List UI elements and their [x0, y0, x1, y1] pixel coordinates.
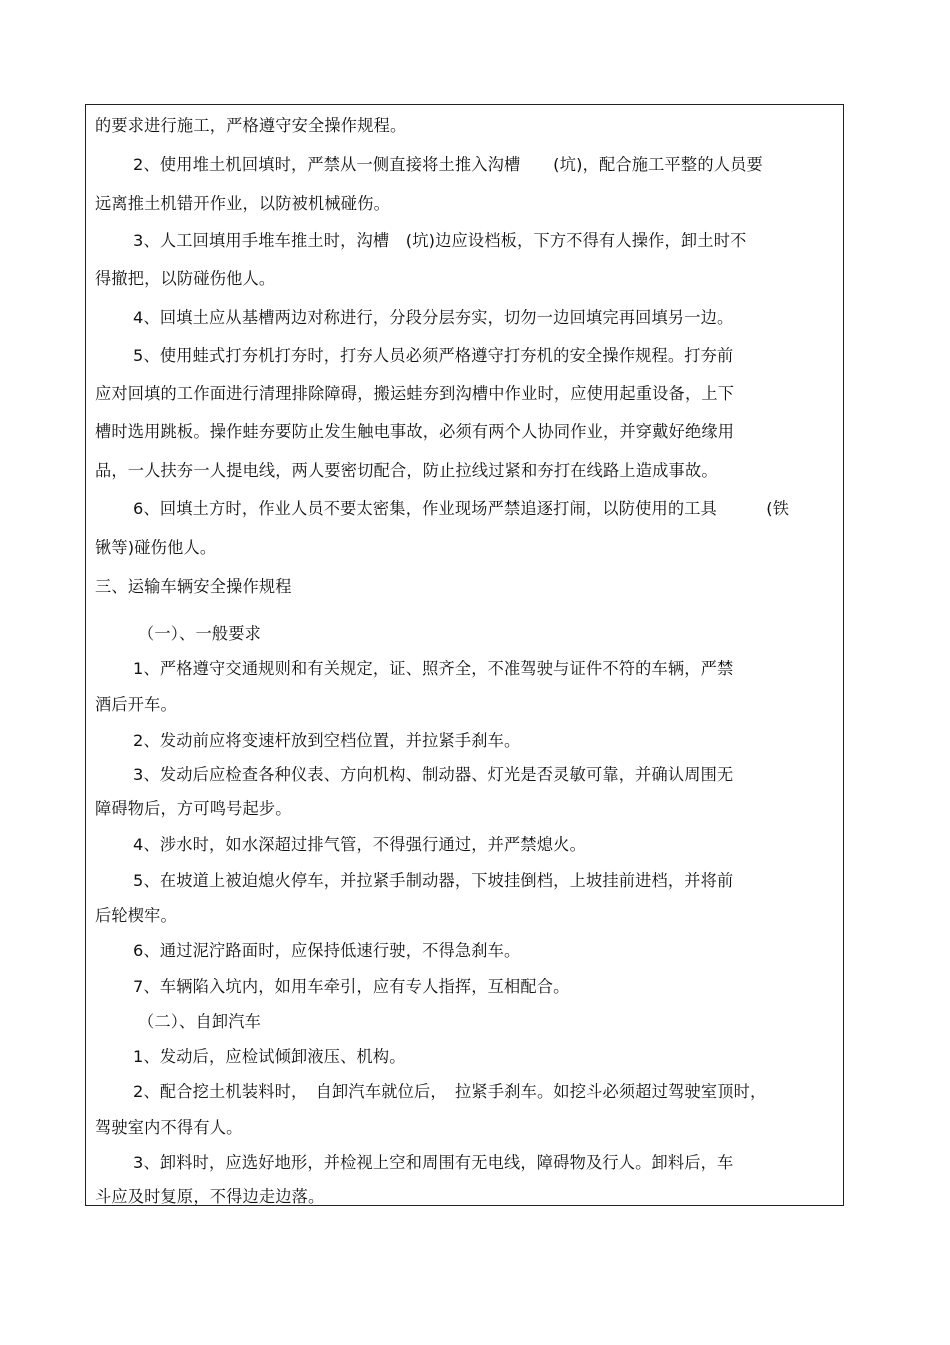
text-line: 4、涉水时，如水深超过排气管，不得强行通过，并严禁熄火。 — [133, 835, 586, 854]
text-line: 远离推土机错开作业，以防被机械碰伤。 — [95, 194, 390, 213]
text-line: 槽时选用跳板。操作蛙夯要防止发生触电事故，必须有两个人协同作业，并穿戴好绝缘用 — [95, 422, 735, 441]
text-line: 6、通过泥泞路面时，应保持低速行驶，不得急刹车。 — [133, 941, 521, 960]
text-line: 酒后开车。 — [95, 695, 177, 714]
text-line: 驾驶室内不得有人。 — [95, 1118, 243, 1137]
section-heading: 三、运输车辆安全操作规程 — [95, 577, 292, 596]
text-line: 得撤把，以防碰伤他人。 — [95, 269, 276, 288]
text-line: 6、回填土方时，作业人员不要太密集，作业现场严禁追逐打闹，以防使用的工具 (铁 — [133, 499, 790, 518]
text-line: 2、发动前应将变速杆放到空档位置，并拉紧手刹车。 — [133, 731, 521, 750]
text-line: 障碍物后，方可鸣号起步。 — [95, 799, 292, 818]
text-line: 1、发动后，应检试倾卸液压、机构。 — [133, 1047, 406, 1066]
text-line: 3、人工回填用手堆车推土时，沟槽 (坑)边应设档板，下方不得有人操作，卸土时不 — [133, 231, 747, 250]
subsection-heading: （一）、一般要求 — [138, 624, 261, 643]
text-line: 的要求进行施工，严格遵守安全操作规程。 — [95, 116, 407, 135]
text-line: 1、严格遵守交通规则和有关规定，证、照齐全，不准驾驶与证件不符的车辆，严禁 — [133, 659, 734, 678]
text-line: 3、发动后应检查各种仪表、方向机构、制动器、灯光是否灵敏可靠，并确认周围无 — [133, 765, 734, 784]
text-line: 5、在坡道上被迫熄火停车，并拉紧手制动器，下坡挂倒档，上坡挂前进档，并将前 — [133, 871, 734, 890]
text-line: 锹等)碰伤他人。 — [95, 538, 217, 557]
text-line: 斗应及时复原，不得边走边落。 — [95, 1187, 325, 1206]
text-line: 后轮楔牢。 — [95, 906, 177, 925]
subsection-heading: （二）、自卸汽车 — [138, 1012, 261, 1031]
text-line: 品，一人扶夯一人提电线，两人要密切配合，防止拉线过紧和夯打在线路上造成事故。 — [95, 461, 718, 480]
text-line: 2、配合挖土机装料时， 自卸汽车就位后， 拉紧手刹车。如挖斗必须超过驾驶室顶时， — [133, 1082, 767, 1101]
text-line: 3、卸料时，应选好地形，并检视上空和周围有无电线，障碍物及行人。卸料后，车 — [133, 1153, 734, 1172]
text-line: 2、使用堆土机回填时，严禁从一侧直接将土推入沟槽 (坑)，配合施工平整的人员要 — [133, 155, 763, 174]
text-line: 应对回填的工作面进行清理排除障碍，搬运蛙夯到沟槽中作业时，应使用起重设备，上下 — [95, 384, 735, 403]
text-line: 7、车辆陷入坑内，如用车牵引，应有专人指挥，互相配合。 — [133, 977, 570, 996]
text-line: 4、回填土应从基槽两边对称进行，分段分层夯实，切勿一边回填完再回填另一边。 — [133, 308, 734, 327]
text-line: 5、使用蛙式打夯机打夯时，打夯人员必须严格遵守打夯机的安全操作规程。打夯前 — [133, 346, 734, 365]
